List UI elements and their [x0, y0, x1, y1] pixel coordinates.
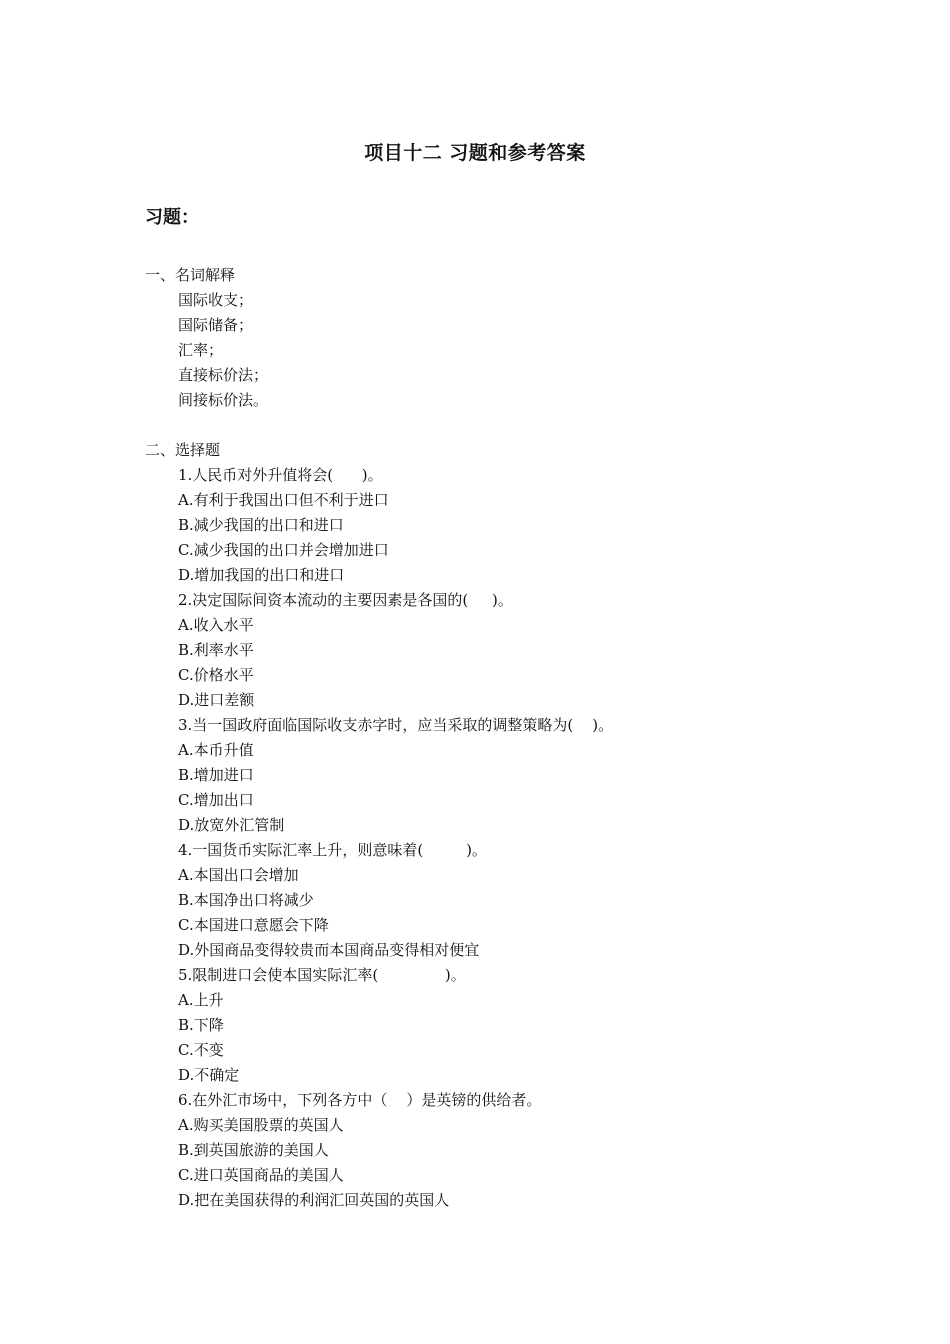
question-option: A.有利于我国出口但不利于进口	[178, 491, 389, 509]
question-option: A.上升	[178, 991, 224, 1009]
section-spacer	[145, 413, 845, 438]
question-option: C.增加出口	[178, 791, 254, 809]
question-option: C.不变	[178, 1041, 224, 1059]
question-option: B.减少我国的出口和进口	[178, 516, 344, 534]
question-option: C.进口英国商品的美国人	[178, 1166, 344, 1184]
question-option: D.外国商品变得较贵而本国商品变得相对便宜	[178, 941, 480, 959]
question-option: D.进口差额	[178, 691, 255, 709]
exercises-heading: 习题：	[145, 207, 199, 228]
question-option: D.放宽外汇管制	[178, 816, 285, 834]
question-option: C.减少我国的出口并会增加进口	[178, 541, 389, 559]
question-stem: 4.一国货币实际汇率上升，则意味着( )。	[178, 841, 487, 859]
question-option: D.不确定	[178, 1066, 240, 1084]
question-option: A.购买美国股票的英国人	[178, 1116, 344, 1134]
question-stem: 3.当一国政府面临国际收支赤字时，应当采取的调整策略为( )。	[178, 716, 614, 734]
question-stem: 6.在外汇市场中，下列各方中（ ）是英镑的供给者。	[178, 1091, 542, 1109]
question-option: A.本币升值	[178, 741, 254, 759]
question-option: B.下降	[178, 1016, 224, 1034]
document-body	[145, 263, 845, 1213]
question-option: A.收入水平	[178, 616, 254, 634]
question-stem: 1.人民币对外升值将会( )。	[178, 466, 383, 484]
question-option: D.把在美国获得的利润汇回英国的英国人	[178, 1191, 450, 1209]
part1-title: 一、名词解释	[145, 266, 236, 284]
term-item: 汇率；	[178, 341, 224, 359]
question-option: D.增加我国的出口和进口	[178, 566, 345, 584]
part2-title: 二、选择题	[145, 441, 221, 459]
term-item: 间接标价法。	[178, 391, 269, 409]
question-option: A.本国出口会增加	[178, 866, 299, 884]
question-option: B.本国净出口将减少	[178, 891, 314, 909]
question-option: C.本国进口意愿会下降	[178, 916, 329, 934]
question-option: B.利率水平	[178, 641, 254, 659]
term-item: 国际收支；	[178, 291, 254, 309]
question-option: B.增加进口	[178, 766, 254, 784]
question-option: C.价格水平	[178, 666, 254, 684]
question-stem: 2.决定国际间资本流动的主要因素是各国的( )。	[178, 591, 513, 609]
term-item: 直接标价法；	[178, 366, 269, 384]
question-option: B.到英国旅游的美国人	[178, 1141, 329, 1159]
question-stem: 5.限制进口会使本国实际汇率( )。	[178, 966, 466, 984]
document-title: 项目十二 习题和参考答案	[364, 142, 586, 164]
term-item: 国际储备；	[178, 316, 254, 334]
